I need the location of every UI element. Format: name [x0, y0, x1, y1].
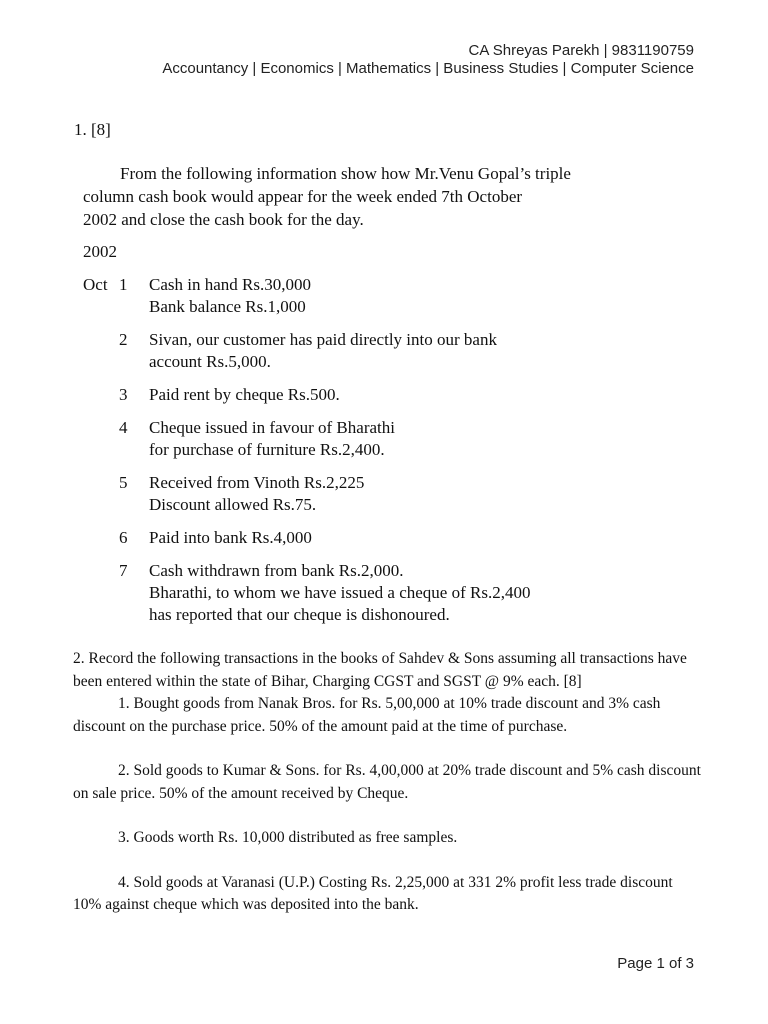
- entry-line: Cash in hand Rs.30,000: [149, 275, 311, 294]
- intro-line-1: From the following information show how Mr.Venu Gopal’s triple: [120, 164, 571, 183]
- transaction-entry: [83, 384, 643, 406]
- header-author-line: CA Shreyas Parekh | 9831190759: [468, 42, 694, 59]
- question-2: [73, 648, 703, 917]
- entry-text: [149, 417, 643, 461]
- question-2-item: 2. Sold goods to Kumar & Sons. for Rs. 4,00,000 at 20% trade discount and 5% cash discount on sale price. 50% of the amount received by Cheque.: [73, 762, 701, 802]
- entry-line: Paid into bank Rs.4,000: [149, 528, 312, 547]
- page-number: Page 1 of 3: [617, 955, 694, 972]
- entry-day: 4: [119, 418, 128, 437]
- entry-text: [149, 384, 643, 406]
- entry-line: Paid rent by cheque Rs.500.: [149, 385, 340, 404]
- entry-day: 6: [119, 528, 128, 547]
- entry-line: for purchase of furniture Rs.2,400.: [149, 440, 385, 459]
- entry-line: Bank balance Rs.1,000: [149, 297, 306, 316]
- entry-day: 2: [119, 330, 128, 349]
- entry-line: Cheque issued in favour of Bharathi: [149, 418, 395, 437]
- transaction-entry: [83, 329, 643, 373]
- question-2-item: 1. Bought goods from Nanak Bros. for Rs. 5,00,000 at 10% trade discount and 3% cash discount on the purchase price. 50% of the amount paid at the time of purchase.: [73, 695, 661, 735]
- question-2-item: 3. Goods worth Rs. 10,000 distributed as free samples.: [118, 829, 458, 846]
- entry-day: 5: [119, 473, 128, 492]
- entry-text: [149, 527, 643, 549]
- entry-line: account Rs.5,000.: [149, 352, 271, 371]
- year-label: 2002: [83, 242, 117, 261]
- entry-line: Discount allowed Rs.75.: [149, 495, 317, 514]
- transaction-list: [83, 274, 643, 637]
- question-1-number: 1. [8]: [74, 120, 111, 139]
- entry-day: 1: [119, 275, 128, 294]
- month-label: Oct: [83, 275, 108, 294]
- entry-line: has reported that our cheque is dishonoured.: [149, 605, 450, 624]
- entry-text: [149, 560, 643, 626]
- transaction-entry: [83, 417, 643, 461]
- transaction-entry: [83, 527, 643, 549]
- question-2-intro: 2. Record the following transactions in the books of Sahdev & Sons assuming all transactions have been entered within the state of Bihar, Charging CGST and SGST @ 9% each. [8]: [73, 650, 687, 690]
- question-1-intro: [83, 162, 603, 231]
- entry-text: [149, 274, 643, 318]
- entry-text: [149, 472, 643, 516]
- header-subjects-line: Accountancy | Economics | Mathematics | Business Studies | Computer Science: [162, 60, 694, 77]
- question-2-item: 4. Sold goods at Varanasi (U.P.) Costing Rs. 2,25,000 at 331 2% profit less trade discount 10% against cheque which was deposited into the bank.: [73, 873, 673, 913]
- transaction-entry: [83, 472, 643, 516]
- entry-day: 3: [119, 385, 128, 404]
- entry-line: Bharathi, to whom we have issued a cheque of Rs.2,400: [149, 583, 531, 602]
- intro-line-2: column cash book would appear for the week ended 7th October: [83, 187, 523, 206]
- intro-line-3: 2002 and close the cash book for the day.: [83, 210, 364, 229]
- transaction-entry: [83, 274, 643, 318]
- entry-text: [149, 329, 643, 373]
- entry-line: Cash withdrawn from bank Rs.2,000.: [149, 561, 404, 580]
- transaction-entry: [83, 560, 643, 626]
- entry-line: Sivan, our customer has paid directly into our bank: [149, 330, 497, 349]
- entry-line: Received from Vinoth Rs.2,225: [149, 473, 365, 492]
- entry-day: 7: [119, 561, 128, 580]
